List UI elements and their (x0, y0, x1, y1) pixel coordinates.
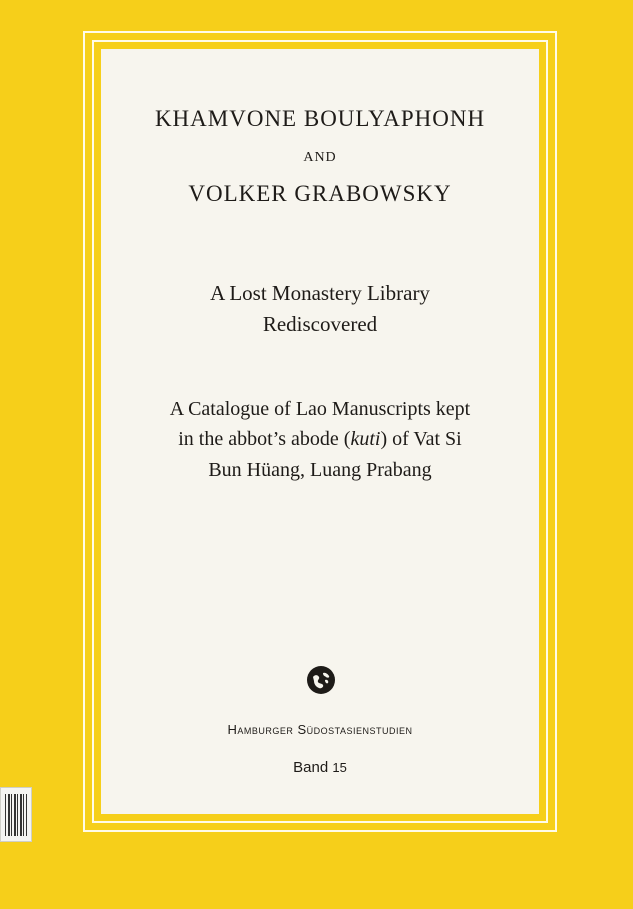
subtitle-line-2-before: in the abbot’s abode ( (178, 428, 351, 450)
barcode (5, 794, 27, 836)
subtitle-line-1: A Catalogue of Lao Manuscripts kept (169, 398, 471, 420)
author-2: VOLKER GRABOWSKY (188, 181, 452, 206)
library-barcode-sticker (0, 787, 32, 842)
band-info (101, 759, 539, 776)
author-conjunction: AND (303, 150, 337, 165)
subtitle-line-2-after: ) of Vat Si (380, 428, 462, 450)
subtitle-line-2-italic: kuti (350, 428, 381, 450)
title-line-1: A Lost Monastery Library (210, 281, 430, 305)
subtitle-line-3: Bun Hüang, Luang Prabang (208, 459, 432, 481)
subtitle-line-2 (101, 428, 539, 451)
series-name-text: Hamburger Südostasienstudien (227, 722, 413, 737)
title-line-2: Rediscovered (262, 312, 378, 336)
series-name (101, 722, 539, 737)
band-number: 15 (332, 760, 347, 775)
cover-panel (101, 49, 539, 814)
author-1: KHAMVONE BOULYAPHONH (154, 106, 486, 131)
band-label: Band (293, 759, 329, 776)
globe-logo-icon (306, 665, 336, 695)
